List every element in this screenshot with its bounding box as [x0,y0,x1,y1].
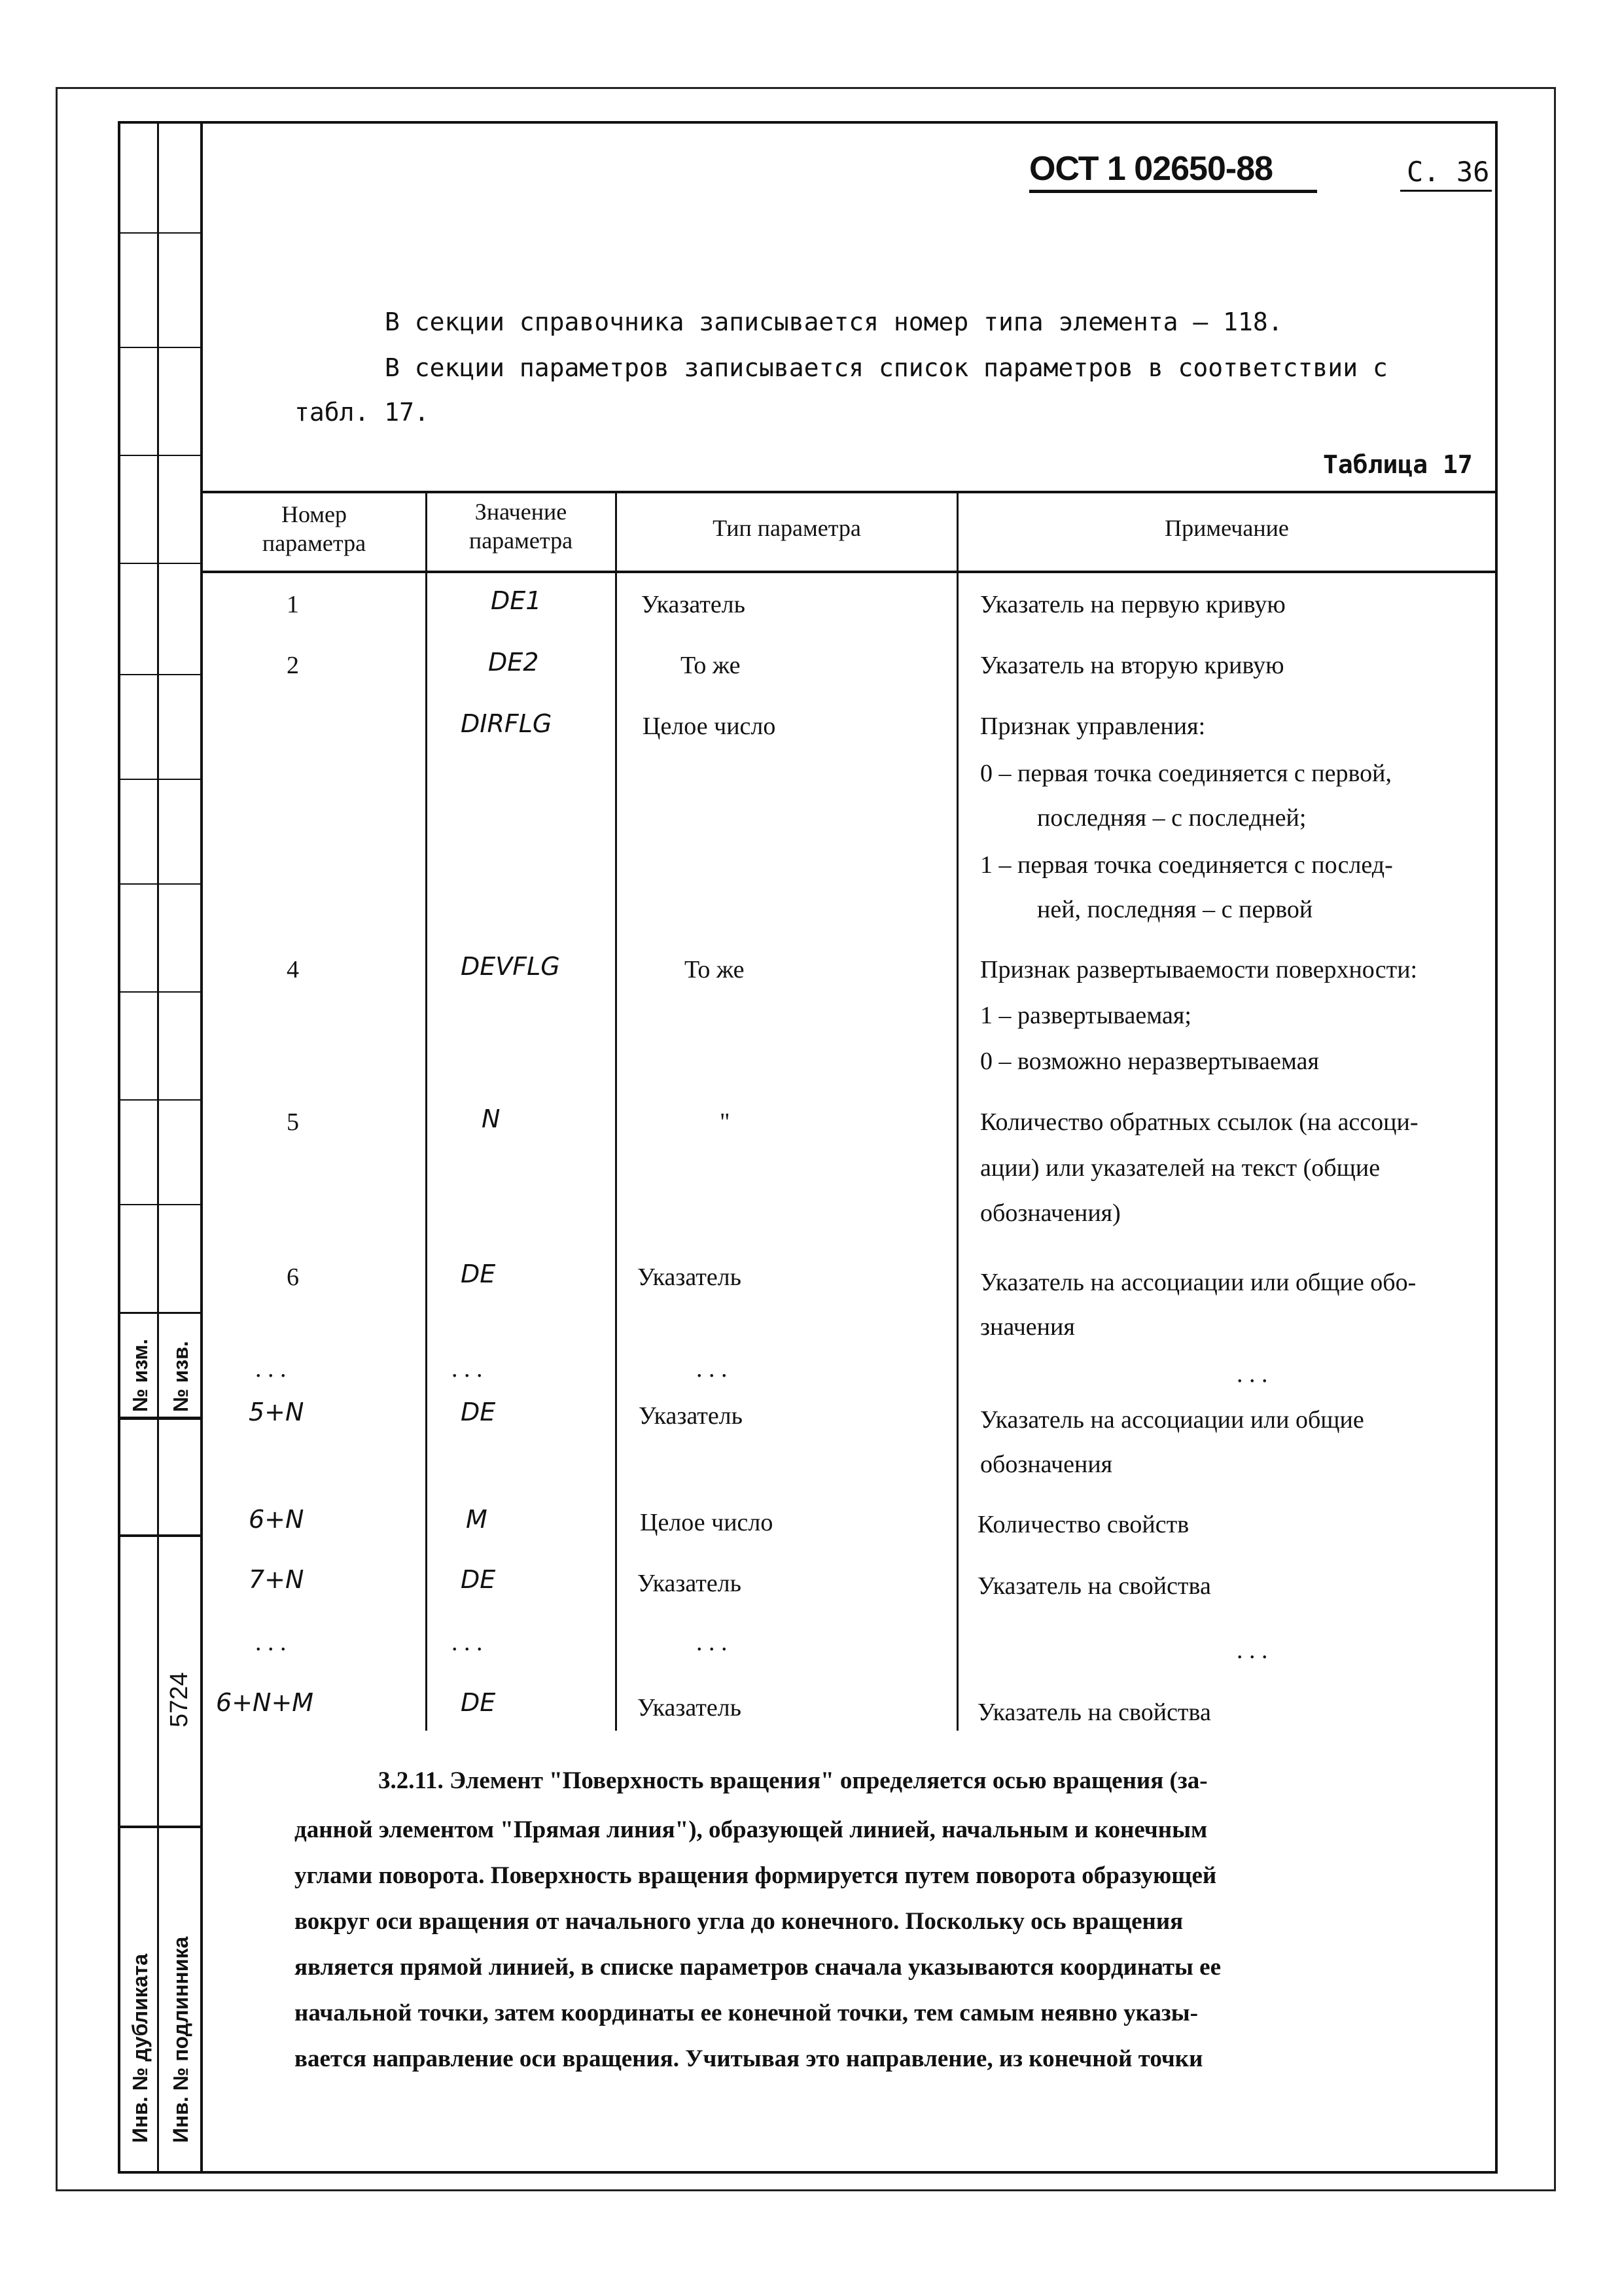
row-7-type: . . . [696,1355,728,1383]
intro-line-1: В секции справочника записывается номер типа элемента – 118. [385,308,1283,336]
row-10-type: Указатель [637,1570,741,1597]
row-4-type: То же [684,956,745,983]
row-5-type: " [720,1108,730,1136]
row-3-type: Целое число [643,713,776,740]
row-10-val: DE [461,1565,496,1594]
sidebar-izv: № изв. [169,1341,192,1412]
row-11-note-0: . . . [1237,1636,1268,1664]
row-12-num: 6+N+M [216,1688,314,1717]
row-3-note-0: Признак управления: [980,713,1206,740]
doc-code: ОСТ 1 02650-88 [1029,150,1273,188]
sidebar-podl: Инв. № подлинника [169,1936,192,2143]
row-1-num: 1 [287,591,299,618]
row-1-note-0: Указатель на первую кривую [980,591,1286,618]
intro-line-2: В секции параметров записывается список параметров в соответствии с [385,353,1388,382]
row-6-type: Указатель [637,1263,741,1291]
row-1-val: DE1 [491,586,542,615]
row-12-note-0: Указатель на свойства [978,1699,1211,1726]
header-note: Примечание [1165,515,1289,541]
row-8-val: DE [461,1398,496,1426]
row-4-val: DEVFLG [461,952,560,981]
header-type: Тип параметра [713,515,861,541]
row-9-num: 6+N [249,1505,304,1534]
row-2-type: То же [680,652,741,679]
row-5-note-1: ации) или указателей на текст (общие [980,1154,1381,1182]
row-3-val: DIRFLG [461,709,552,738]
row-3-note-2: последняя – с последней; [1037,804,1307,832]
row-1-type: Указатель [641,591,745,618]
row-11-num: . . . [255,1629,287,1656]
row-11-val: . . . [451,1629,483,1656]
sidebar-border [200,121,203,2171]
row-8-type: Указатель [639,1402,743,1430]
row-7-val: . . . [451,1355,483,1383]
section-line-5: является прямой линией, в списке параметров сначала указываются координаты ее [294,1954,1222,1981]
doc-code-underline [1029,190,1317,193]
row-4-num: 4 [287,956,299,983]
row-5-note-2: обозначения) [980,1199,1121,1227]
table-header-border [203,571,1495,573]
page-number: С. 36 [1407,156,1490,188]
row-9-note-0: Количество свойств [978,1511,1190,1538]
sidebar-dubl: Инв. № дубликата [128,1953,152,2143]
section-line-1: 3.2.11. Элемент "Поверхность вращения" определяется осью вращения (за- [378,1767,1208,1794]
row-4-note-2: 0 – возможно неразвертываемая [980,1048,1319,1075]
page-number-underline [1400,190,1492,192]
sidebar-number: 5724 [166,1672,193,1727]
section-line-3: углами поворота. Поверхность вращения формируется путем поворота образующей [294,1862,1217,1889]
table-col-line-2 [615,491,617,1731]
section-line-2: данной элементом "Прямая линия"), образующей линией, начальным и конечным [294,1816,1208,1843]
header-number: Номер параметра [262,501,366,556]
row-3-note-3: 1 – первая точка соединяется с послед- [980,851,1393,879]
row-6-num: 6 [287,1263,299,1291]
row-9-val: M [466,1505,487,1534]
row-6-note-0: Указатель на ассоциации или общие обо- [980,1269,1417,1296]
row-11-type: . . . [696,1629,728,1656]
row-4-note-1: 1 – развертываемая; [980,1002,1191,1029]
row-2-num: 2 [287,652,299,679]
table-col-line-1 [425,491,427,1731]
row-9-type: Целое число [640,1509,773,1536]
row-8-note-0: Указатель на ассоциации или общие [980,1406,1364,1434]
row-2-val: DE2 [488,648,539,677]
row-6-note-1: значения [980,1313,1075,1341]
header-value: Значение параметра [468,499,573,554]
row-4-note-0: Признак развертываемости поверхности: [980,956,1418,983]
row-3-note-1: 0 – первая точка соединяется с первой, [980,760,1392,787]
sidebar-izm: № изм. [128,1339,152,1412]
row-5-val: N [482,1104,501,1133]
row-3-note-4: ней, последняя – с первой [1037,896,1313,923]
row-12-val: DE [461,1688,496,1717]
intro-line-3: табл. 17. [294,398,429,427]
row-8-num: 5+N [249,1398,304,1426]
sidebar-divider [157,121,159,2171]
table-col-line-3 [957,491,959,1731]
row-8-note-1: обозначения [980,1451,1113,1478]
section-line-7: вается направление оси вращения. Учитывая это направление, из конечной точки [294,2045,1203,2072]
row-2-note-0: Указатель на вторую кривую [980,652,1284,679]
row-10-num: 7+N [249,1565,304,1594]
row-7-note-0: . . . [1237,1360,1268,1388]
table-caption: Таблица 17 [1323,450,1473,479]
row-5-num: 5 [287,1108,299,1136]
row-7-num: . . . [255,1355,287,1383]
section-line-4: вокруг оси вращения от начального угла до конечного. Поскольку ось вращения [294,1908,1184,1935]
row-10-note-0: Указатель на свойства [978,1572,1211,1600]
row-6-val: DE [461,1260,496,1288]
row-5-note-0: Количество обратных ссылок (на ассоци- [980,1108,1419,1136]
table-top-border [203,491,1495,493]
section-line-6: начальной точки, затем координаты ее конечной точки, тем самым неявно указы- [294,2000,1198,2026]
row-12-type: Указатель [637,1694,741,1722]
